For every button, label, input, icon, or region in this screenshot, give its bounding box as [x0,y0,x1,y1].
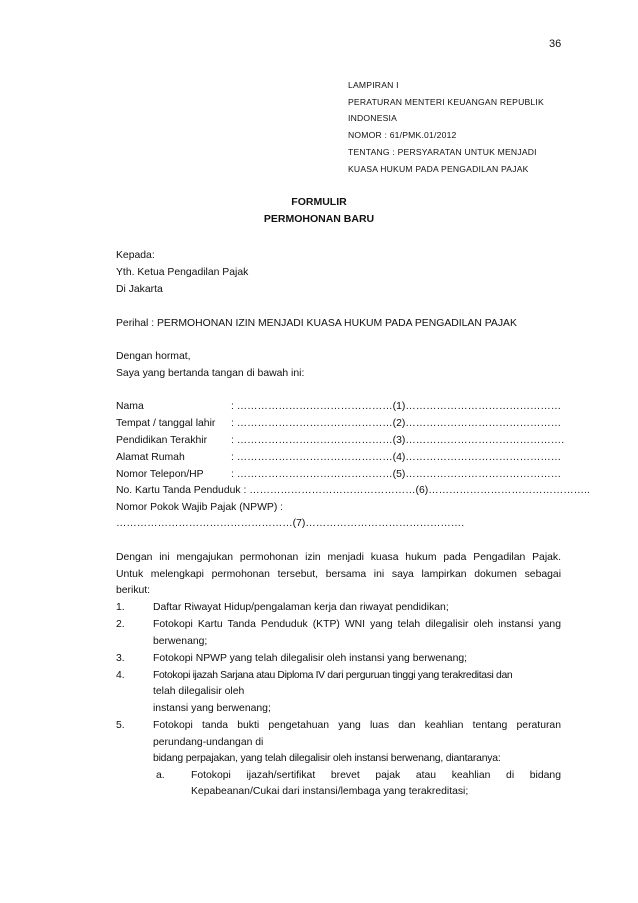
list-number: 3. [116,653,125,664]
field-value: : ………………………………………(1)……………………………………… [231,401,562,412]
npwp-label: Nomor Pokok Wajib Pajak (NPWP) : [116,502,284,513]
address-city: Di Jakarta [116,284,163,295]
sublist-item: Fotokopi ijazah/sertifikat brevet pajak atau keahlian di bidang [191,770,561,781]
form-subtitle: PERMOHONAN BARU [263,213,375,225]
field-label: Nama [116,401,144,412]
attachment-line: KUASA HUKUM PADA PENGADILAN PAJAK [348,164,529,174]
ktp-field: No. Kartu Tanda Penduduk : …………………………………………(6)……………………………………….. [116,485,590,496]
list-item: Fotokopi tanda bukti pengetahuan yang luas dan keahlian tentang peraturan [153,720,561,731]
list-item: perundang-undangan di [153,737,264,748]
intro-text: Saya yang bertanda tangan di bawah ini: [116,368,305,379]
field-value: : ………………………………………(5)……………………………………… [231,469,562,480]
body-line: berikut: [116,585,151,596]
list-item: berwenang; [153,636,208,647]
salutation: Dengan hormat, [116,351,191,362]
list-item: Daftar Riwayat Hidup/pengalaman kerja dan riwayat pendidikan; [153,602,449,613]
field-label: Alamat Rumah [116,452,185,463]
list-item: Fotokopi NPWP yang telah dilegalisir oleh instansi yang berwenang; [153,653,468,664]
sublist-letter: a. [156,770,165,781]
field-value: : ………………………………………(2)……………………………………… [231,418,562,429]
attachment-line: TENTANG : PERSYARATAN UNTUK MENJADI [348,147,537,157]
list-item: bidang perpajakan, yang telah dilegalisir oleh instansi berwenang, diantaranya: [153,753,501,764]
npwp-field: ……………………………………………(7)………………………………………. [116,518,465,529]
field-label: Nomor Telepon/HP [116,469,204,480]
list-number: 5. [116,720,125,731]
list-item: telah dilegalisir oleh [153,686,245,697]
address-to: Kepada: [116,250,155,261]
subject-line: Perihal : PERMOHONAN IZIN MENJADI KUASA HUKUM PADA PENGADILAN PAJAK [116,318,517,329]
list-item: Fotokopi Kartu Tanda Penduduk (KTP) WNI yang telah dilegalisir oleh instansi yang [153,619,561,630]
list-number: 4. [116,670,125,681]
body-line: Dengan ini mengajukan permohonan izin menjadi kuasa hukum pada Pengadilan Pajak. [116,552,561,563]
body-line: Untuk melengkapi permohonan tersebut, bersama ini saya lampirkan dokumen sebagai [116,569,561,580]
sublist-item: Kepabeanan/Cukai dari instansi/lembaga yang terakreditasi; [191,786,469,797]
field-value: : ………………………………………(4)……………………………………… [231,452,562,463]
form-title: FORMULIR [291,196,347,208]
list-number: 1. [116,602,125,613]
page-number: 36 [549,38,562,50]
field-label: Pendidikan Terakhir [116,435,208,446]
field-value: : ………………………………………(3)………………………………………. [231,435,565,446]
address-recipient: Yth. Ketua Pengadilan Pajak [116,267,249,278]
attachment-line: PERATURAN MENTERI KEUANGAN REPUBLIK [348,97,544,107]
attachment-line: INDONESIA [348,113,398,123]
list-item: instansi yang berwenang; [153,703,271,714]
field-label: Tempat / tanggal lahir [116,418,216,429]
attachment-line: LAMPIRAN I [348,80,399,90]
list-item: Fotokopi ijazah Sarjana atau Diploma IV dari perguruan tinggi yang terakreditasi dan [153,670,513,681]
attachment-line: NOMOR : 61/PMK.01/2012 [348,130,457,140]
list-number: 2. [116,619,125,630]
